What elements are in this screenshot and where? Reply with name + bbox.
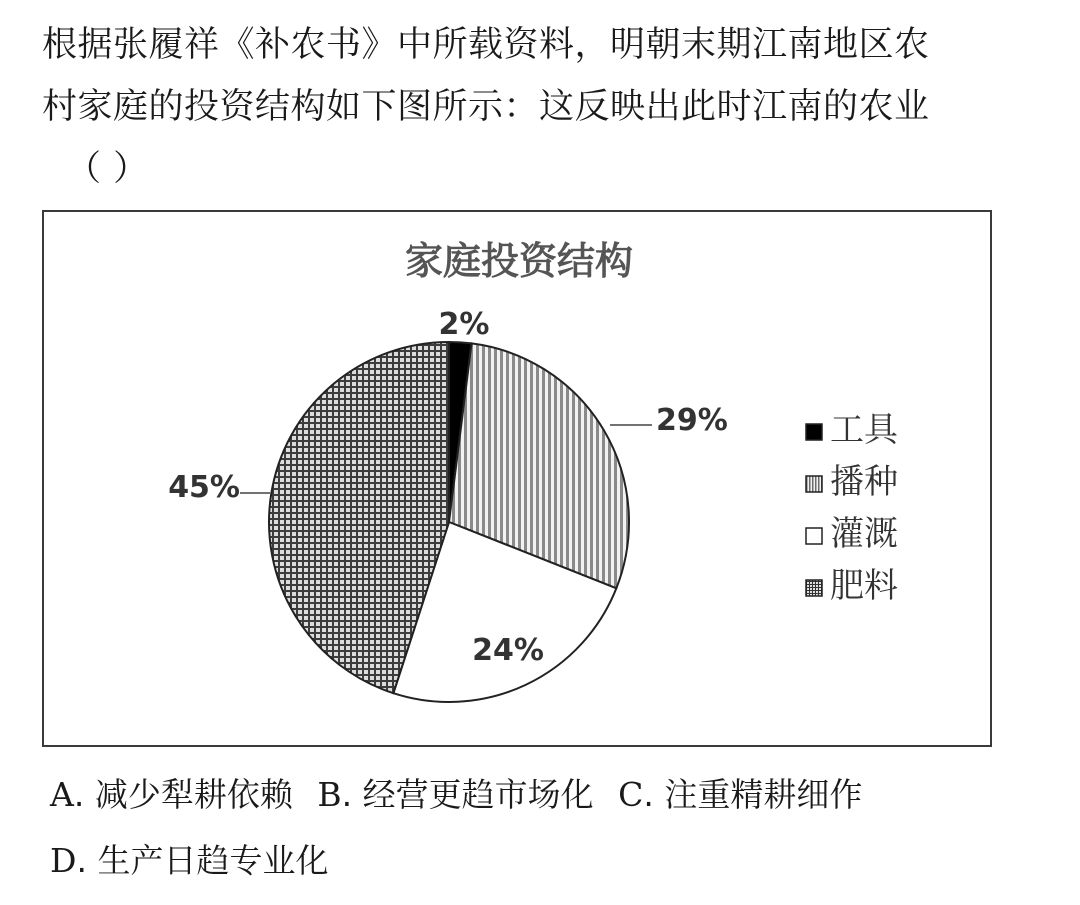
question-text [42, 14, 1032, 200]
question-line-2: 村家庭的投资结构如下图所示：这反映出此时江南的农业 [42, 87, 930, 127]
answer-options [50, 762, 1070, 894]
data-label: 29% [656, 403, 728, 438]
option-a[interactable] [50, 762, 293, 828]
pie-slices [269, 342, 629, 702]
data-label: 24% [472, 633, 544, 668]
pie-chart [44, 212, 990, 745]
data-label: 2% [438, 307, 490, 342]
option-letter: C [618, 775, 644, 814]
question-line-1: 根据张履祥《补农书》中所载资料，明朝末期江南地区农 [42, 25, 930, 65]
options-row-1 [50, 762, 1070, 828]
legend-label: 工具 [830, 410, 898, 450]
legend-swatch [806, 580, 822, 596]
legend-label: 播种 [830, 462, 898, 502]
option-letter: B [317, 775, 342, 814]
option-c[interactable] [618, 762, 862, 828]
legend-label: 肥料 [830, 566, 898, 606]
legend-swatch [806, 528, 822, 544]
pie-chart-frame [42, 210, 992, 747]
option-letter: D [50, 841, 77, 880]
answer-blank: （ ） [66, 149, 149, 189]
legend-swatch [806, 476, 822, 492]
options-row-2 [50, 828, 1070, 894]
option-text: 注重精耕细作 [664, 775, 863, 814]
legend-label: 灌溉 [830, 514, 898, 554]
option-d[interactable] [50, 828, 328, 894]
chart-legend [806, 410, 900, 606]
legend-swatch [806, 424, 822, 440]
option-separator: . [341, 775, 353, 814]
option-text: 经营更趋市场化 [362, 775, 594, 814]
option-text: 减少犁耕依赖 [94, 775, 293, 814]
option-b[interactable] [317, 762, 593, 828]
data-label: 45% [168, 470, 240, 505]
option-letter: A [50, 775, 74, 814]
option-separator: . [76, 841, 87, 880]
chart-title: 家庭投资结构 [404, 239, 634, 283]
option-text: 生产日趋专业化 [97, 841, 329, 880]
option-separator: . [643, 775, 654, 814]
option-separator: . [73, 775, 85, 814]
